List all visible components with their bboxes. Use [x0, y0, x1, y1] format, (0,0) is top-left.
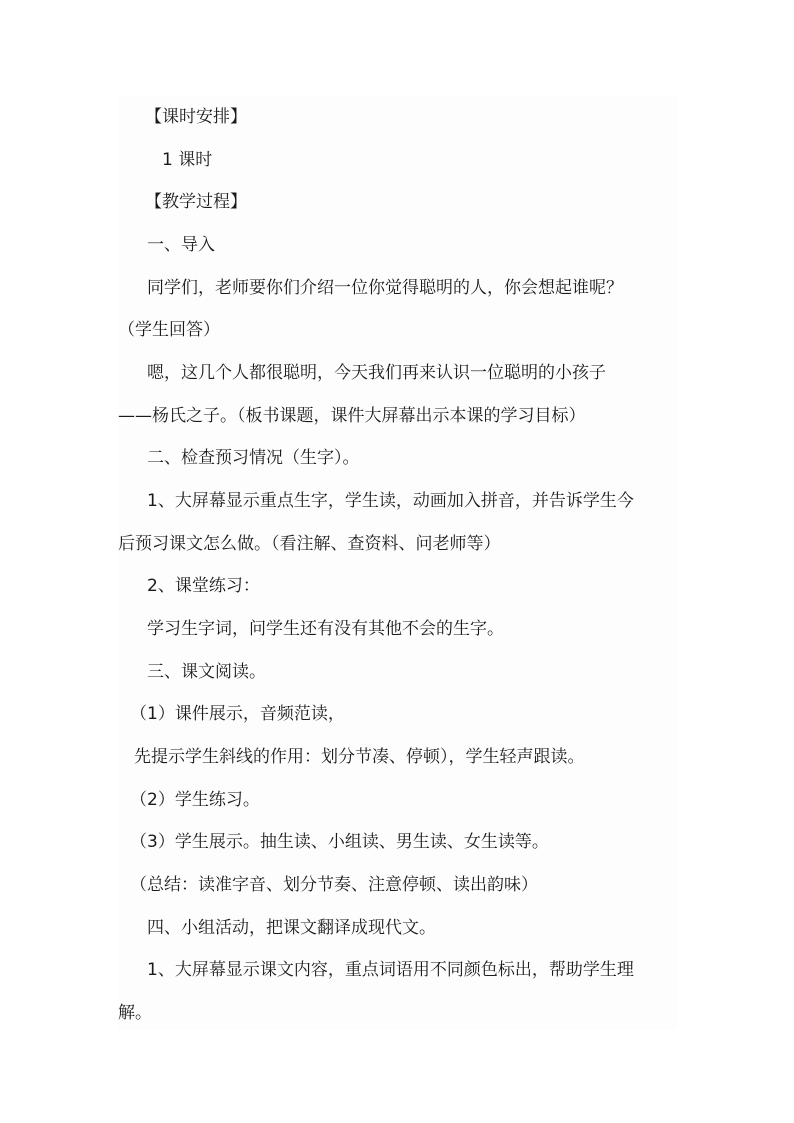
- subheading-intro: 一、导入: [147, 235, 215, 255]
- paragraph: （总结：读准字音、划分节奏、注意停顿、读出韵味）: [130, 875, 538, 895]
- paragraph: 学习生字词，问学生还有没有其他不会的生字。: [147, 619, 504, 639]
- paragraph: 1、大屏幕显示重点生字，学生读，动画加入拼音，并告诉学生今: [147, 491, 634, 511]
- paragraph: 1 课时: [162, 150, 213, 170]
- paragraph: 解。: [118, 1003, 152, 1023]
- section-heading-schedule: 【课时安排】: [145, 107, 247, 127]
- paragraph: ——杨氏之子。（板书课题，课件大屏幕出示本课的学习目标）: [118, 406, 586, 426]
- subheading-reading: 三、课文阅读。: [147, 662, 266, 682]
- paragraph: 后预习课文怎么做。（看注解、查资料、问老师等）: [118, 534, 501, 554]
- paragraph: 1、大屏幕显示课文内容，重点词语用不同颜色标出，帮助学生理: [147, 960, 634, 980]
- paragraph: （3）学生展示。抽生读、小组读、男生读、女生读等。: [130, 832, 549, 852]
- paragraph: 同学们，老师要你们介绍一位你觉得聪明的人，你会想起谁呢？: [147, 278, 623, 298]
- section-heading-process: 【教学过程】: [145, 192, 247, 212]
- paragraph: 先提示学生斜线的作用：划分节凑、停顿），学生轻声跟读。: [134, 747, 585, 767]
- subheading-preview: 二、检查预习情况（生字）。: [147, 448, 360, 468]
- paragraph: 2、课堂练习：: [147, 576, 260, 596]
- paragraph: （1）课件展示，音频范读，: [130, 704, 345, 724]
- paragraph: （学生回答）: [118, 320, 220, 340]
- paragraph: 嗯，这几个人都很聪明，今天我们再来认识一位聪明的小孩子: [147, 363, 606, 383]
- subheading-group-activity: 四、小组活动，把课文翻译成现代文。: [147, 918, 436, 938]
- paragraph: （2）学生练习。: [130, 790, 260, 810]
